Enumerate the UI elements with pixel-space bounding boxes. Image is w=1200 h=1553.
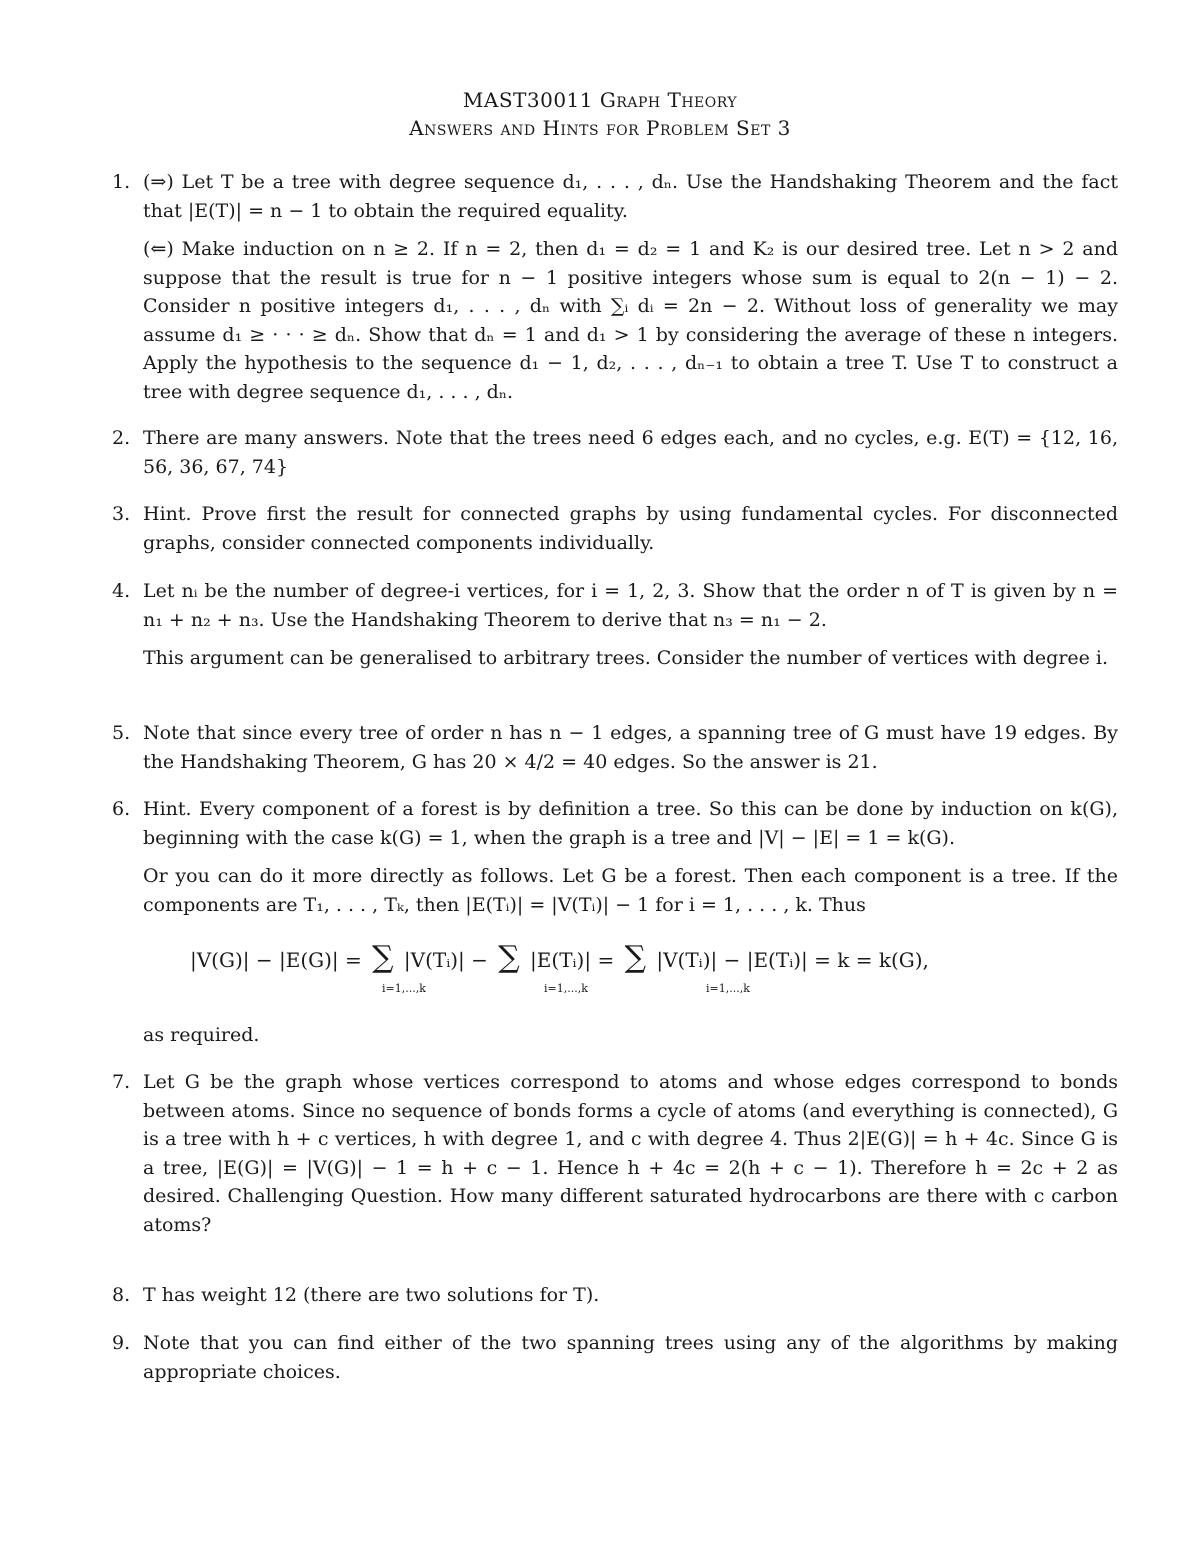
sum-index-1: i=1,...,k <box>382 982 426 995</box>
item-4-paragraph-2: This argument can be generalised to arbitrary trees. Consider the number of vertices with degree i. <box>143 647 1109 669</box>
sum-index-3: i=1,...,k <box>706 982 750 995</box>
item-6-after-equation: as required. <box>143 1024 260 1046</box>
sum-symbol-1: ∑ <box>372 940 394 975</box>
display-equation <box>190 938 1070 998</box>
item-number: 8. <box>112 1284 131 1306</box>
item-6-paragraph-2: Or you can do it more directly as follows. Let G be a forest. Then each component is a tree. If the components are T₁, . . . , Tₖ, then |E(Tᵢ)| = |V(Tᵢ)| − 1 for i = 1, . . . , k. Thus <box>143 865 1118 916</box>
item-number: 5. <box>112 722 131 744</box>
item-number: 3. <box>112 503 131 525</box>
equation-term-2: |E(Tᵢ)| = <box>530 948 615 972</box>
item-2-paragraph-1: There are many answers. Note that the trees need 6 edges each, and no cycles, e.g. E(T) = {12, 16, 56, 36, 67, 74} <box>143 427 1118 478</box>
sum-symbol-3: ∑ <box>624 940 646 975</box>
equation-lhs: |V(G)| − |E(G)| = <box>190 948 362 972</box>
item-5-paragraph-1: Note that since every tree of order n has n − 1 edges, a spanning tree of G must have 19 edges. By the Handshaking Theorem, G has 20 × 4/2 = 40 edges. So the answer is 21. <box>143 722 1118 773</box>
item-1-paragraph-1: (⇒) Let T be a tree with degree sequence d₁, . . . , dₙ. Use the Handshaking Theorem and the fact that |E(T)| = n − 1 to obtain the required equality. <box>143 171 1118 222</box>
item-8-paragraph-1: T has weight 12 (there are two solutions for T). <box>143 1284 600 1306</box>
item-number: 2. <box>112 427 131 449</box>
item-4-paragraph-1: Let nᵢ be the number of degree-i vertices, for i = 1, 2, 3. Show that the order n of T is given by n = n₁ + n₂ + n₃. Use the Handshaking Theorem to derive that n₃ = n₁ − 2. <box>143 580 1118 631</box>
item-number: 1. <box>112 171 131 193</box>
item-6-paragraph-1: Hint. Every component of a forest is by definition a tree. So this can be done by induction on k(G), beginning with the case k(G) = 1, when the graph is a tree and |V| − |E| = 1 = k(G). <box>143 798 1118 849</box>
equation-term-1: |V(Tᵢ)| − <box>403 948 488 972</box>
document-subtitle: Answers and Hints for Problem Set 3 <box>409 116 791 140</box>
item-9-paragraph-1: Note that you can find either of the two spanning trees using any of the algorithms by making appropriate choices. <box>143 1332 1118 1383</box>
equation-row <box>190 938 929 980</box>
equation-term-3: |V(Tᵢ)| − |E(Tᵢ)| = k = k(G), <box>656 948 929 972</box>
item-number: 4. <box>112 580 131 602</box>
item-1-paragraph-2: (⇐) Make induction on n ≥ 2. If n = 2, then d₁ = d₂ = 1 and K₂ is our desired tree. Let n > 2 and suppose that the result is true for n − 1 positive integers whose sum is equal to 2(n − 1) − 2. Consider n positive integers d₁, . . . , dₙ with ∑ᵢ dᵢ = 2n − 2. Without loss of generality we may assume d₁ ≥ · · · ≥ dₙ. Show that dₙ = 1 and d₁ > 1 by considering the average of these n integers. Apply the hypothesis to the sequence d₁ − 1, d₂, . . . , dₙ₋₁ to obtain a tree T. Use T to construct a tree with degree sequence d₁, . . . , dₙ. <box>143 238 1118 403</box>
item-number: 6. <box>112 798 131 820</box>
item-number: 9. <box>112 1332 131 1354</box>
document-title: MAST30011 Graph Theory <box>462 88 738 112</box>
item-3-paragraph-1: Hint. Prove first the result for connected graphs by using fundamental cycles. For disconnected graphs, consider connected components individually. <box>143 503 1118 554</box>
sum-symbol-2: ∑ <box>498 940 520 975</box>
sum-index-2: i=1,...,k <box>544 982 588 995</box>
item-7-paragraph-1: Let G be the graph whose vertices correspond to atoms and whose edges correspond to bonds between atoms. Since no sequence of bonds forms a cycle of atoms (and everything is connected), G is a tree with h + c vertices, h with degree 1, and c with degree 4. Thus 2|E(G)| = h + 4c. Since G is a tree, |E(G)| = |V(G)| − 1 = h + c − 1. Hence h + 4c = 2(h + c − 1). Therefore h = 2c + 2 as desired. Challenging Question. How many different saturated hydrocarbons are there with c carbon atoms? <box>143 1071 1118 1236</box>
item-number: 7. <box>112 1071 131 1093</box>
